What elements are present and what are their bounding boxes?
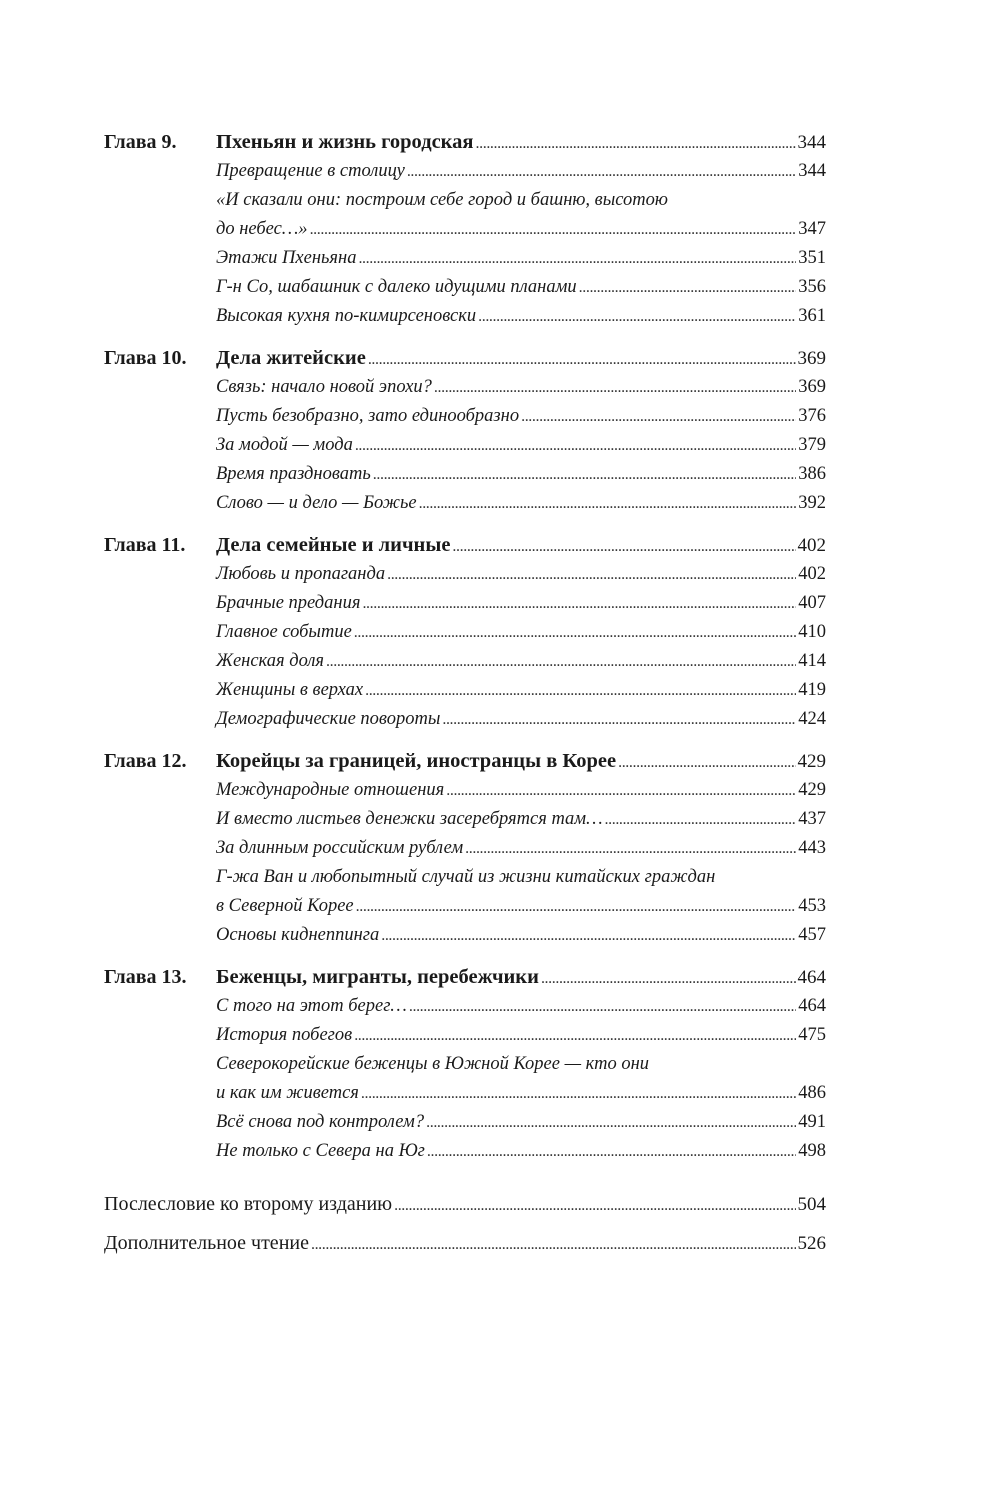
dot-leader — [381, 921, 796, 950]
chapter-page-number: 344 — [797, 132, 826, 153]
section-title: Демографические повороты — [216, 709, 441, 729]
section-title: в Северной Корее — [216, 896, 354, 916]
section-row — [104, 805, 826, 834]
section-page-number: 457 — [798, 925, 826, 945]
section-title: Не только с Севера на Юг — [216, 1141, 425, 1161]
section-title: За длинным российским рублем — [216, 838, 464, 858]
section-title: Время праздновать — [216, 464, 371, 484]
dot-leader — [426, 1108, 796, 1137]
section-row-continued — [104, 186, 826, 215]
section-row — [104, 157, 826, 186]
dot-leader — [419, 489, 797, 518]
section-page-number: 429 — [798, 780, 826, 800]
section-row — [104, 1079, 826, 1108]
chapter-block — [104, 344, 826, 518]
section-row — [104, 302, 826, 331]
table-of-contents — [104, 128, 826, 1258]
section-page-number: 486 — [798, 1083, 826, 1103]
chapter-block — [104, 747, 826, 950]
section-row — [104, 489, 826, 518]
chapter-label: Глава 9. — [104, 131, 177, 153]
section-title: Связь: начало новой эпохи? — [216, 377, 432, 397]
section-title-line1: «И сказали они: построим себе город и башню, высотою — [216, 190, 668, 210]
dot-leader — [442, 705, 796, 734]
dot-leader — [310, 215, 797, 244]
section-page-number: 361 — [798, 306, 826, 326]
chapter-page-number: 429 — [797, 751, 826, 772]
dot-leader — [354, 1021, 796, 1050]
section-row — [104, 834, 826, 863]
section-row-continued — [104, 1050, 826, 1079]
dot-leader — [356, 892, 797, 921]
chapter-heading-row — [104, 128, 826, 157]
back-matter-row — [104, 1190, 826, 1219]
section-page-number: 410 — [798, 622, 826, 642]
chapter-title: Беженцы, мигранты, перебежчики — [216, 966, 539, 988]
section-page-number: 414 — [798, 651, 826, 671]
section-row — [104, 1021, 826, 1050]
section-row — [104, 373, 826, 402]
section-row — [104, 676, 826, 705]
dot-leader — [311, 1230, 796, 1259]
section-row — [104, 460, 826, 489]
section-title: Этажи Пхеньяна — [216, 248, 357, 268]
section-row — [104, 921, 826, 950]
dot-leader — [579, 273, 797, 302]
chapter-title: Дела семейные и личные — [216, 534, 451, 556]
chapter-label: Глава 13. — [104, 966, 187, 988]
section-row — [104, 1108, 826, 1137]
section-row — [104, 618, 826, 647]
section-row — [104, 892, 826, 921]
section-title: и как им живется — [216, 1083, 359, 1103]
section-row — [104, 1137, 826, 1166]
dot-leader — [407, 157, 796, 186]
dot-leader — [478, 302, 796, 331]
section-title-line1: Северокорейские беженцы в Южной Корее — кто они — [216, 1054, 650, 1074]
section-row — [104, 431, 826, 460]
section-page-number: 386 — [798, 464, 826, 484]
back-matter-page-number: 504 — [797, 1194, 826, 1215]
dot-leader — [387, 560, 796, 589]
back-matter-title: Послесловие ко второму изданию — [104, 1193, 393, 1215]
section-title: Основы киднеппинга — [216, 925, 380, 945]
dot-leader — [465, 834, 796, 863]
section-page-number: 376 — [798, 406, 826, 426]
chapter-page-number: 369 — [797, 348, 826, 369]
section-row — [104, 560, 826, 589]
section-row — [104, 705, 826, 734]
chapter-page-number: 402 — [797, 535, 826, 556]
chapter-title: Дела житейские — [216, 347, 366, 369]
dot-leader — [361, 1079, 796, 1108]
section-page-number: 392 — [798, 493, 826, 513]
section-title: Всё снова под контролем? — [216, 1112, 425, 1132]
section-title: Главное событие — [216, 622, 352, 642]
dot-leader — [605, 805, 797, 834]
back-matter-page-number: 526 — [797, 1233, 826, 1254]
section-title: История побегов — [216, 1025, 353, 1045]
section-page-number: 344 — [798, 161, 826, 181]
section-row — [104, 402, 826, 431]
chapter-heading-row — [104, 963, 826, 992]
section-title: Любовь и пропаганда — [216, 564, 386, 584]
dot-leader — [452, 532, 795, 561]
section-title: Брачные предания — [216, 593, 361, 613]
section-page-number: 351 — [798, 248, 826, 268]
section-row — [104, 273, 826, 302]
dot-leader — [358, 244, 796, 273]
chapter-title: Пхеньян и жизнь городская — [216, 131, 474, 153]
dot-leader — [394, 1191, 795, 1220]
section-row — [104, 589, 826, 618]
section-title: до небес…» — [216, 219, 308, 239]
dot-leader — [434, 373, 796, 402]
dot-leader — [354, 618, 796, 647]
back-matter-row — [104, 1229, 826, 1258]
section-page-number: 475 — [798, 1025, 826, 1045]
section-title: Пусть безобразно, зато единообразно — [216, 406, 520, 426]
chapter-label: Глава 11. — [104, 534, 186, 556]
section-page-number: 379 — [798, 435, 826, 455]
dot-leader — [446, 776, 796, 805]
section-title: За модой — мода — [216, 435, 353, 455]
section-page-number: 356 — [798, 277, 826, 297]
dot-leader — [373, 460, 796, 489]
section-page-number: 419 — [798, 680, 826, 700]
dot-leader — [409, 992, 796, 1021]
section-page-number: 402 — [798, 564, 826, 584]
section-row — [104, 647, 826, 676]
section-page-number: 424 — [798, 709, 826, 729]
dot-leader — [368, 345, 796, 374]
section-row — [104, 992, 826, 1021]
dot-leader — [618, 748, 795, 777]
section-row — [104, 776, 826, 805]
chapter-block — [104, 128, 826, 331]
chapter-heading-row — [104, 344, 826, 373]
chapter-label: Глава 12. — [104, 750, 187, 772]
section-title: Международные отношения — [216, 780, 445, 800]
section-row — [104, 215, 826, 244]
dot-leader — [365, 676, 796, 705]
section-title: Женская доля — [216, 651, 325, 671]
chapter-page-number: 464 — [797, 967, 826, 988]
chapter-title: Корейцы за границей, иностранцы в Корее — [216, 750, 617, 772]
chapter-block — [104, 963, 826, 1166]
chapter-heading-row — [104, 747, 826, 776]
section-title: И вместо листьев денежки засеребрятся там… — [216, 809, 603, 829]
dot-leader — [362, 589, 796, 618]
dot-leader — [541, 964, 796, 993]
dot-leader — [326, 647, 796, 676]
dot-leader — [521, 402, 796, 431]
dot-leader — [427, 1137, 796, 1166]
section-title: Высокая кухня по-кимирсеновски — [216, 306, 477, 326]
section-title: С того на этот берег… — [216, 996, 407, 1016]
section-row — [104, 244, 826, 273]
chapter-block — [104, 531, 826, 734]
section-title: Превращение в столицу — [216, 161, 405, 181]
section-title: Слово — и дело — Божье — [216, 493, 417, 513]
chapter-heading-row — [104, 531, 826, 560]
chapter-label: Глава 10. — [104, 347, 187, 369]
section-page-number: 464 — [798, 996, 826, 1016]
section-row-continued — [104, 863, 826, 892]
section-title: Г-н Со, шабашник с далеко идущими планами — [216, 277, 577, 297]
section-page-number: 491 — [798, 1112, 826, 1132]
section-page-number: 347 — [798, 219, 826, 239]
section-page-number: 369 — [798, 377, 826, 397]
section-title-line1: Г-жа Ван и любопытный случай из жизни китайских граждан — [216, 867, 716, 887]
dot-leader — [476, 129, 796, 158]
section-page-number: 453 — [798, 896, 826, 916]
section-page-number: 498 — [798, 1141, 826, 1161]
back-matter-title: Дополнительное чтение — [104, 1232, 309, 1254]
dot-leader — [355, 431, 796, 460]
section-page-number: 437 — [798, 809, 826, 829]
section-page-number: 407 — [798, 593, 826, 613]
section-page-number: 443 — [798, 838, 826, 858]
section-title: Женщины в верхах — [216, 680, 364, 700]
